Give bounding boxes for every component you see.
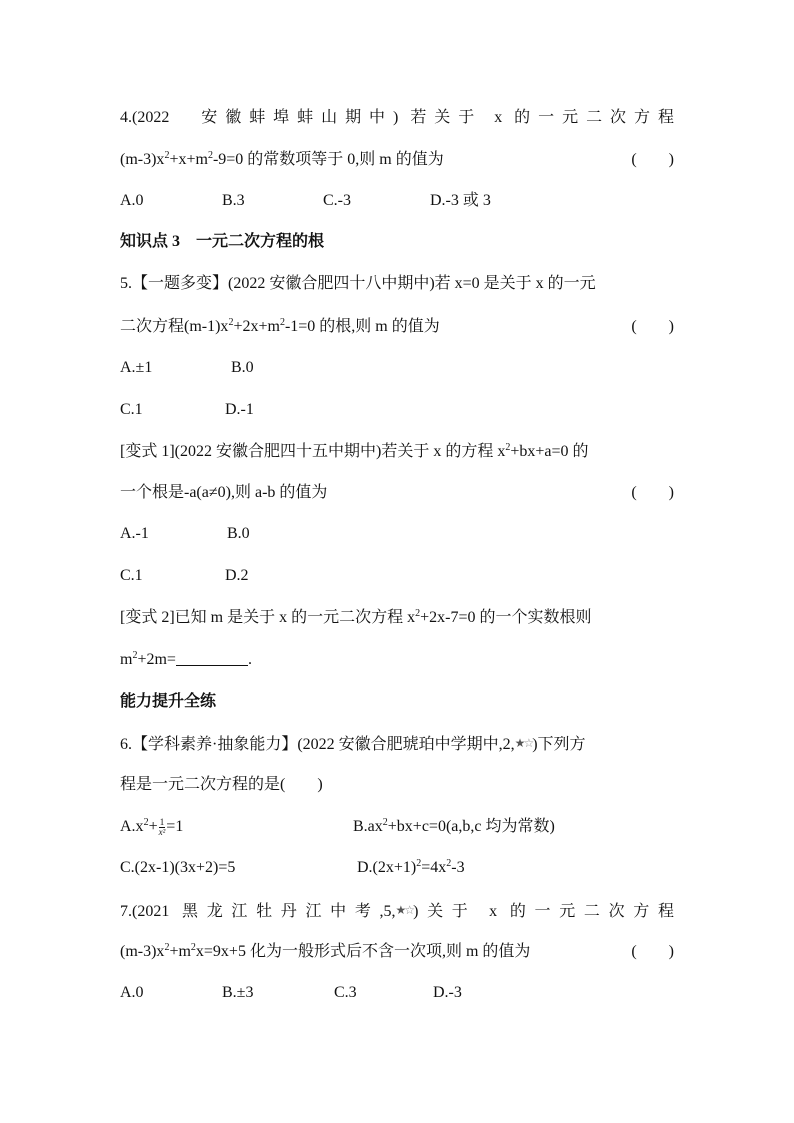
q4-options <box>120 189 674 213</box>
q6-line1: 6.【学科素养·抽象能力】(2022 安徽合肥琥珀中学期中,2,★☆)下列方 <box>120 731 674 755</box>
option-d[interactable]: D.-1 <box>225 401 254 418</box>
option-a[interactable]: $A.x^2+$ $\frac{1}{\text{x²}}$ =1 <box>120 816 184 837</box>
variant1-line2: 一个根是-a(a≠0),则 a-b 的值为 ( ) <box>120 481 674 505</box>
option-c[interactable]: C.1 <box>120 567 143 584</box>
option-a[interactable]: A.0 <box>120 192 144 209</box>
q4-line2: $(m-3)x^2+x+m^2-9=0$ 的常数项等于 0,则 m 的值为 ( ) <box>120 148 674 172</box>
q5-line1: 5.【一题多变】(2022 安徽合肥四十八中期中)若 x=0 是关于 x 的一元 <box>120 275 596 292</box>
answer-blank[interactable] <box>176 649 248 666</box>
variant1-options-cd <box>120 564 674 588</box>
option-c[interactable]: C.-3 <box>323 192 351 209</box>
q5-line2: 二次方程$(m-1)x^2+2x+m^2-1=0$ 的根,则 m 的值为 ( ) <box>120 315 674 339</box>
answer-bracket: ( ) <box>631 151 674 168</box>
q5-options-cd <box>120 398 674 422</box>
q7-line1: 7.(2021 黑龙江牡丹江中考,5,★☆)关于 x 的一元二次方程 <box>120 898 674 922</box>
option-b[interactable]: B.0 <box>231 359 254 376</box>
q6-options-cd <box>120 856 674 880</box>
option-c[interactable]: C.(2x-1)(3x+2)=5 <box>120 859 236 876</box>
answer-bracket: ( ) <box>631 318 674 335</box>
option-b[interactable]: $B.ax^2+bx+c=0(a,b,c$ 均为常数) <box>353 817 555 835</box>
variant1-line1: [变式 1](2022 安徽合肥四十五中期中)若关于 x 的方程 $x^2+bx+a=0$ 的 <box>120 442 589 460</box>
variant2-line2: $m^2+2m=$ . <box>120 650 252 668</box>
option-a[interactable]: A.-1 <box>120 525 149 542</box>
option-c[interactable]: C.1 <box>120 401 143 418</box>
answer-bracket: ( ) <box>631 484 674 501</box>
option-c[interactable]: C.3 <box>334 984 357 1001</box>
q7-line2: $(m-3)x^2+m^2x=9x+5$ 化为一般形式后不含一次项,则 m 的值为 ( ) <box>120 940 674 964</box>
option-d[interactable]: $D.(2x+1)^2=4x^2-3$ <box>357 858 465 876</box>
q7-options <box>120 981 674 1005</box>
fraction: $\frac{1}{\text{x²}}$ <box>158 816 166 837</box>
q4-line1: 4.(2022 安徽蚌埠蚌山期中) 若关于 x 的一元二次方程 <box>120 109 674 126</box>
q6-options-ab <box>120 815 674 839</box>
option-d[interactable]: D.-3 或 3 <box>430 192 491 209</box>
difficulty-stars-icon: ★☆ <box>395 903 414 917</box>
option-b[interactable]: B.0 <box>227 525 250 542</box>
section-heading: 能力提升全练 <box>120 693 217 710</box>
option-d[interactable]: D.2 <box>225 567 249 584</box>
answer-bracket: ( ) <box>631 943 674 960</box>
option-a[interactable]: A.±1 <box>120 359 153 376</box>
difficulty-stars-icon: ★☆ <box>514 736 533 750</box>
q5-options-ab <box>120 356 674 380</box>
knowledge-point-heading: 知识点 3 一元二次方程的根 <box>120 233 325 250</box>
option-b[interactable]: B.±3 <box>222 984 254 1001</box>
variant1-options-ab <box>120 522 674 546</box>
variant2-line1: [变式 2]已知 m 是关于 x 的一元二次方程 $x^2+2x-7=0$ 的一个实数根则 <box>120 608 592 626</box>
q6-line2: 程是一元二次方程的是( ) <box>120 776 323 793</box>
option-d[interactable]: D.-3 <box>433 984 462 1001</box>
option-a[interactable]: A.0 <box>120 984 144 1001</box>
option-b[interactable]: B.3 <box>222 192 245 209</box>
